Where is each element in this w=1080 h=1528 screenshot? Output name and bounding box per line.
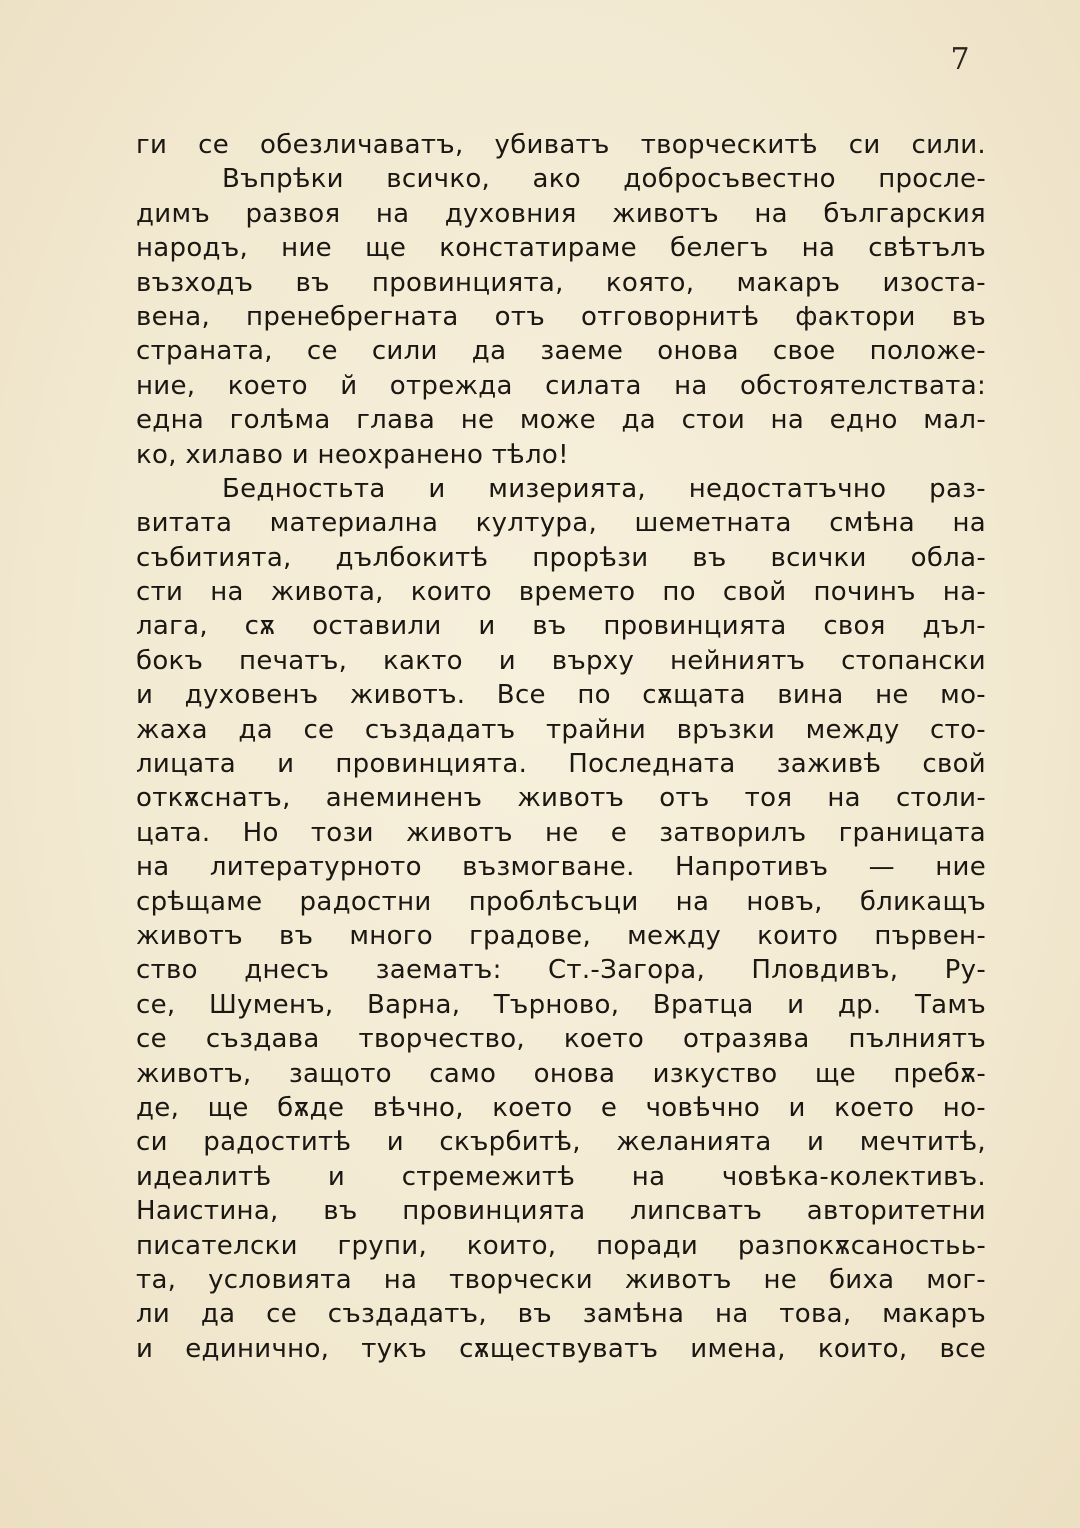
text-line: идеалитѣ и стремежитѣ на човѣка-колективъ. (136, 1161, 986, 1192)
text-line: възходъ въ провинцията, която, макаръ изоста- (136, 267, 986, 298)
text-line: събитията, дълбокитѣ прорѣзи въ всички обла- (136, 542, 986, 573)
text-line: вена, пренебрегната отъ отговорнитѣ фактори въ (136, 301, 986, 332)
text-line: откѫснатъ, анеминенъ животъ отъ тоя на столи- (136, 783, 986, 814)
text-line: животъ, защото само онова изкуство ще пребѫ- (136, 1058, 986, 1089)
text-line: димъ развоя на духовния животъ на българския (136, 198, 986, 229)
text-line: си радоститѣ и скърбитѣ, желанията и мечтитѣ, (136, 1127, 986, 1158)
text-line: Бедностьта и мизерията, недостатъчно раз- (222, 473, 986, 504)
text-line: срѣщаме радостни проблѣсъци на новъ, бликащъ (136, 886, 986, 917)
text-line: и духовенъ животъ. Все по сѫщата вина не мо- (136, 680, 986, 711)
body-text (136, 128, 986, 1366)
text-line: Наистина, въ провинцията липсватъ авторитетни (136, 1196, 986, 1227)
text-line: сти на живота, които времето по свой починъ на- (136, 577, 986, 608)
text-line: цата. Но този животъ не е затворилъ границата (136, 817, 986, 848)
text-line: бокъ печатъ, както и върху нейниятъ стопански (136, 645, 986, 676)
text-line: ство днесъ заематъ: Ст.-Загора, Пловдивъ, Ру- (136, 955, 986, 986)
text-line: и единично, тукъ сѫществуватъ имена, които, все (136, 1333, 986, 1364)
text-line: ги се обезличаватъ, убиватъ творческитѣ си сили. (136, 130, 986, 160)
page-number: 7 (950, 42, 970, 77)
text-line: ко, хилаво и неохранено тѣло! (136, 439, 569, 470)
text-line: де, ще бѫде вѣчно, което е човѣчно и което но- (136, 1092, 986, 1123)
text-line: писателски групи, които, поради разпокѫсаностьь- (136, 1230, 986, 1261)
text-line: Въпрѣки всичко, ако добросъвестно просле- (222, 164, 986, 195)
text-line: народъ, ние ще констатираме белегъ на свѣтълъ (136, 233, 986, 264)
text-line: се създава творчество, което отразява пълниятъ (136, 1024, 986, 1055)
text-line: се, Шуменъ, Варна, Търново, Вратца и др. Тамъ (136, 989, 986, 1020)
text-line: ли да се създадатъ, въ замѣна на това, макаръ (136, 1299, 986, 1330)
text-line: лага, сѫ оставили и въ провинцията своя дъл- (136, 611, 986, 642)
text-line: витата материална култура, шеметната смѣна на (136, 508, 986, 539)
text-line: лицата и провинцията. Последната заживѣ свой (136, 749, 986, 780)
text-line: та, условията на творчески животъ не биха мог- (136, 1264, 986, 1295)
text-line: страната, се сили да заеме онова свое положе- (136, 336, 986, 367)
text-line: една голѣма глава не може да стои на едно мал- (136, 405, 986, 436)
text-line: животъ въ много градове, между които първен- (136, 920, 986, 951)
text-line: жаха да се създадатъ трайни връзки между сто- (136, 714, 986, 745)
text-line: ние, което й отрежда силата на обстоятелствата: (136, 370, 986, 401)
text-line: на литературното възмогване. Напротивъ — ние (136, 852, 986, 883)
